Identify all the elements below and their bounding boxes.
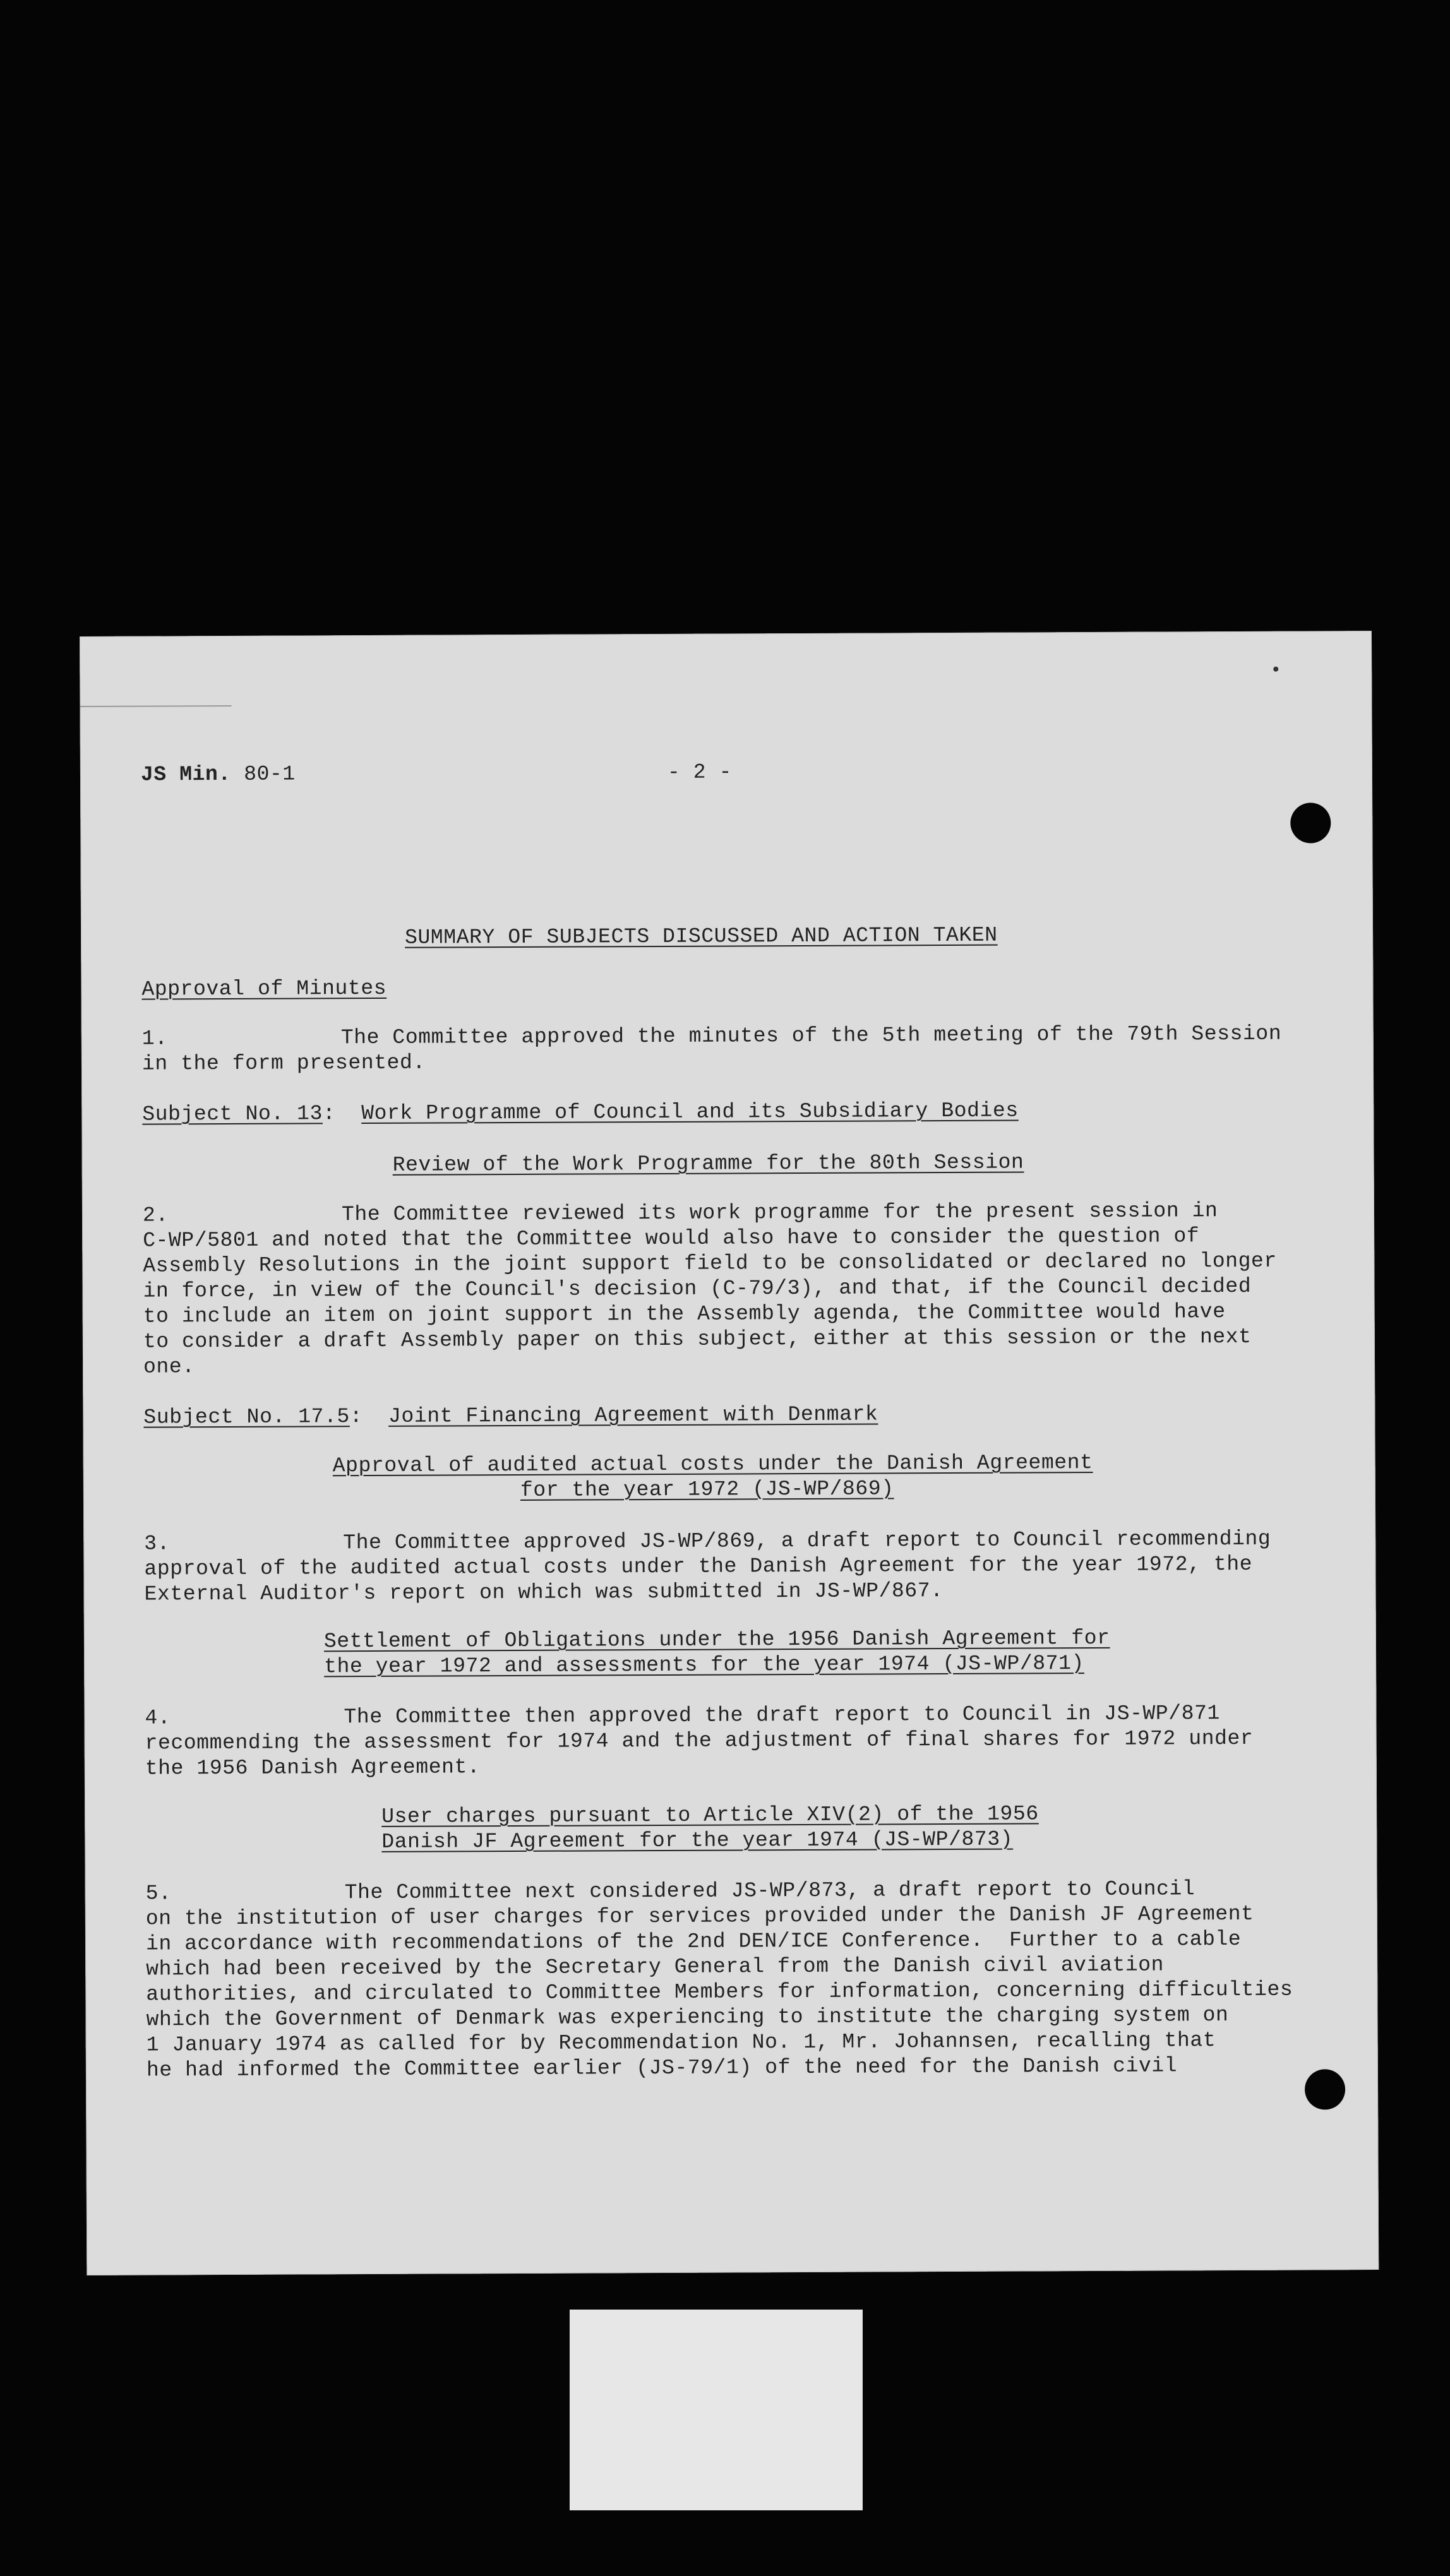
reference-prefix: JS Min. <box>140 762 231 787</box>
section-heading-approval: Approval of Minutes <box>141 976 387 1001</box>
subheading-user-charges-line1: User charges pursuant to Article XIV(2) of the 1956 <box>381 1802 1039 1828</box>
paragraph-number: 1. <box>141 1027 168 1051</box>
blank-card <box>570 2310 863 2510</box>
subheading-settlement-line2: the year 1972 and assessments for the year 1974 (JS-WP/871) <box>324 1652 1084 1679</box>
paragraph-text: The Committee approved JS-WP/869, a draft report to Council recommending approval of the audited actual costs under the Danish Agreement for the year 1972, the External Auditor's report on which was submitted in JS-WP/867. <box>144 1527 1271 1606</box>
subject-colon: : <box>349 1405 363 1429</box>
subheading-settlement-line1: Settlement of Obligations under the 1956 Danish Agreement for <box>323 1626 1110 1654</box>
paragraph-1 <box>142 1021 1329 1076</box>
subject-colon: : <box>322 1102 336 1126</box>
scan-scratch <box>80 705 231 707</box>
main-title: SUMMARY OF SUBJECTS DISCUSSED AND ACTION TAKEN <box>405 923 998 950</box>
paragraph-text: The Committee approved the minutes of the 5th meeting of the 79th Session in the form presented. <box>141 1022 1282 1076</box>
document-page <box>80 631 1379 2275</box>
paragraph-number: 4. <box>145 1706 171 1730</box>
paragraph-3 <box>144 1526 1332 1607</box>
paragraph-text: The Committee next considered JS-WP/873, a draft report to Council on the institution of user charges for services provided under the Danish JF Agreement in accordance with recommendations of the 2nd DEN/ICE Conference. Further to a cable which had been received by the Secretary General from the Danish civil aviation authorities, and circulated to Committee Members for information, concerning difficulties which the Government of Denmark was experiencing to institute the charging system on 1 January 1974 as called for by Recommendation No. 1, Mr. Johannsen, recalling that he had informed the Committee earlier (JS-79/1) of the need for the Danish civil <box>145 1877 1293 2082</box>
document-reference <box>141 762 296 788</box>
paragraph-number: 3. <box>144 1532 171 1556</box>
punch-hole-top <box>1290 802 1331 843</box>
paragraph-4 <box>145 1700 1333 1781</box>
paragraph-text: The Committee then approved the draft report to Council in JS-WP/871 recommending the assessment for 1974 and the adjustment of final shares for 1972 under the 1956 Danish Agreement. <box>145 1702 1254 1780</box>
paragraph-2 <box>143 1198 1331 1380</box>
scan-speck <box>1273 667 1278 672</box>
paragraph-text: The Committee reviewed its work programme for the present session in C-WP/5801 and noted that the Committee would also have to consider the question of Assembly Resolutions in the joint support field to be consolidated or declared no longer in force, in view of the Council's decision (C-79/3), and that, if the Council decided to include an item on joint support in the Assembly agenda, the Committee would have to consider a draft Assembly paper on this subject, either at this session or the next one. <box>143 1199 1277 1379</box>
subheading-audited-costs-line2: for the year 1972 (JS-WP/869) <box>520 1477 894 1502</box>
subject-175-heading <box>143 1402 878 1430</box>
paragraph-5 <box>146 1876 1334 2083</box>
subject-title: Work Programme of Council and its Subsidiary Bodies <box>361 1099 1019 1126</box>
subheading-audited-costs-line1: Approval of audited actual costs under the Danish Agreement <box>332 1451 1093 1478</box>
page-number: - 2 - <box>667 760 733 784</box>
paragraph-number: 5. <box>145 1881 172 1905</box>
subject-13-heading <box>142 1099 1019 1128</box>
subheading-user-charges-line2: Danish JF Agreement for the year 1974 (JS-WP/873) <box>381 1827 1014 1854</box>
reference-number: 80-1 <box>244 762 296 786</box>
subject-label: Subject No. 13 <box>142 1102 323 1126</box>
subject-title: Joint Financing Agreement with Denmark <box>388 1402 878 1428</box>
paragraph-number: 2. <box>142 1203 169 1227</box>
subject-label: Subject No. 17.5 <box>143 1405 350 1429</box>
subject-13-subheading: Review of the Work Programme for the 80th Session <box>392 1150 1024 1177</box>
